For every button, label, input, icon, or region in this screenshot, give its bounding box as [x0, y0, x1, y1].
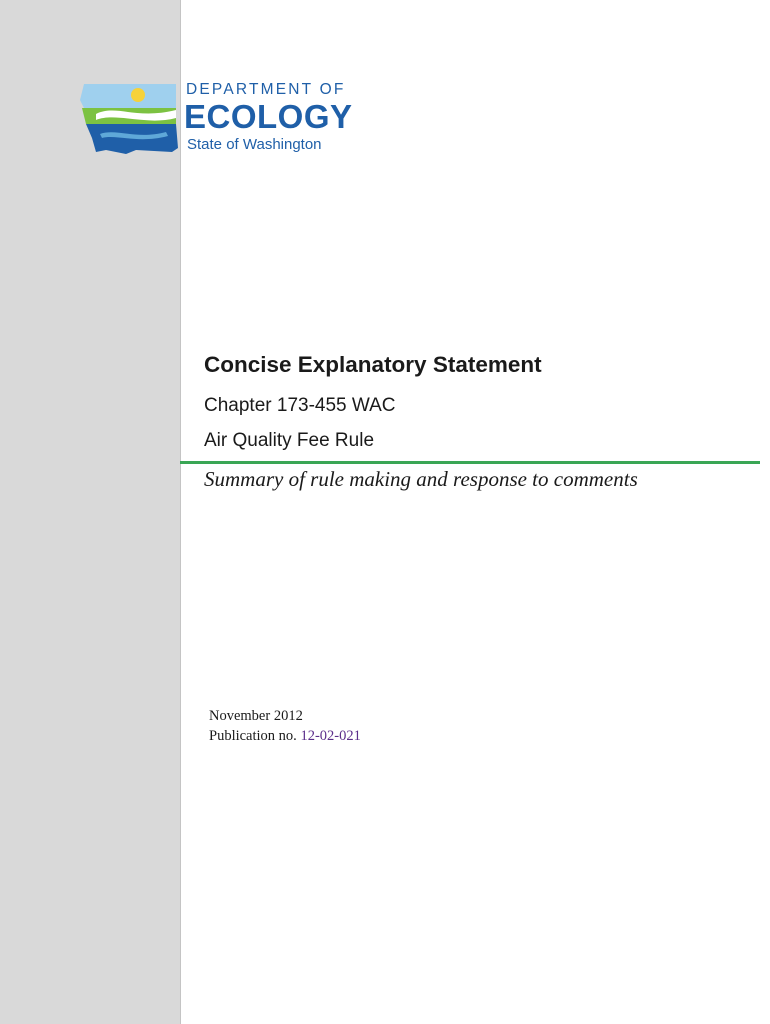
logo-state-text: State of Washington [187, 136, 322, 153]
publication-label: Publication no. [209, 728, 297, 744]
title-divider [180, 461, 760, 464]
logo-department-text: DEPARTMENT OF [186, 81, 346, 98]
publication-date: November 2012 [209, 708, 303, 724]
ecology-logo [76, 78, 366, 158]
rule-name-subtitle: Air Quality Fee Rule [204, 430, 375, 451]
publication-number-link[interactable]: 12-02-021 [300, 728, 361, 744]
document-title: Concise Explanatory Statement [204, 352, 542, 377]
chapter-subtitle: Chapter 173-455 WAC [204, 395, 396, 416]
summary-text: Summary of rule making and response to comments [204, 467, 638, 491]
washington-state-logo-icon [76, 78, 182, 158]
publication-line [209, 728, 361, 745]
logo-ecology-text: ECOLOGY [184, 98, 353, 135]
